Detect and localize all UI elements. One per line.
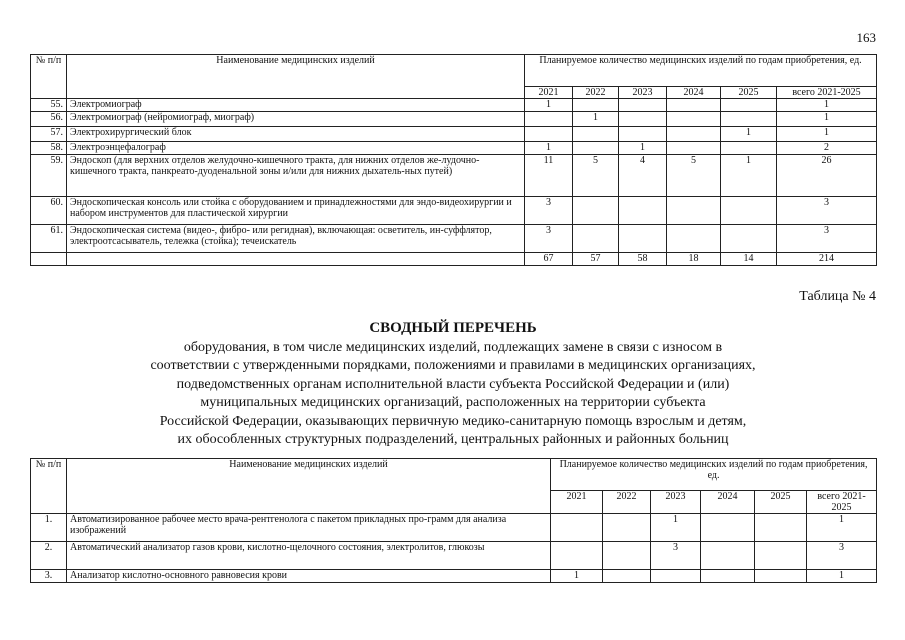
row-value [701,570,755,583]
row-value [721,142,777,155]
row-number: 61. [31,225,67,253]
row-value [667,127,721,142]
row-value [701,514,755,542]
header-year: 2022 [603,491,651,514]
header-year: 2025 [755,491,807,514]
row-value: 1 [573,112,619,127]
table-row [31,155,877,197]
row-value [619,99,667,112]
row-value [755,570,807,583]
subtitle-line: оборудования, в том числе медицинских изделий, подлежащих замене в связи с износом в [183,340,723,355]
header-year: 2025 [721,87,777,99]
row-name: Эндоскоп (для верхних отделов желудочно-кишечного тракта, для нижних отделов же-лудочно-кишечного тракта, панкреато-дуоденальной зоны и/или для нижних дыхатель-ных путей) [67,155,525,197]
table-row [31,542,877,570]
row-value: 1 [551,570,603,583]
row-value [603,514,651,542]
total-value: 14 [721,253,777,266]
row-total: 3 [777,225,877,253]
total-value: 67 [525,253,573,266]
header-year: 2022 [573,87,619,99]
row-value [667,99,721,112]
row-value [619,112,667,127]
row-value [603,570,651,583]
row-value [651,570,701,583]
row-value [551,514,603,542]
row-value [701,542,755,570]
page-number: 163 [856,30,876,45]
table-row [31,142,877,155]
row-total: 1 [807,570,877,583]
header-num: № п/п [31,55,67,99]
row-name: Электрохирургический блок [67,127,525,142]
row-total: 1 [777,99,877,112]
row-value [667,197,721,225]
row-value: 1 [525,99,573,112]
row-value [755,542,807,570]
subtitle-line: Российской Федерации, оказывающих первичную медико-санитарную помощь взрослым и детям, [159,413,747,429]
row-value [525,127,573,142]
header-year: 2023 [619,87,667,99]
header-year: 2021 [525,87,573,99]
row-total: 1 [777,127,877,142]
table-row [31,225,877,253]
row-total: 1 [807,514,877,542]
row-number: 2. [31,542,67,570]
header-year: 2021 [551,491,603,514]
row-name: Автоматизированное рабочее место врача-рентгенолога с пакетом прикладных про-грамм для анализа изображений [67,514,551,542]
header-name: Наименование медицинских изделий [67,459,551,514]
total-value: 18 [667,253,721,266]
row-value [573,142,619,155]
row-number: 55. [31,99,67,112]
document-title: СВОДНЫЙ ПЕРЕЧЕНЬ [369,320,537,336]
row-name: Электромиограф [67,99,525,112]
row-value: 3 [651,542,701,570]
row-value [721,99,777,112]
row-value [721,197,777,225]
row-value [667,225,721,253]
row-value [755,514,807,542]
row-value: 1 [525,142,573,155]
row-name: Электромиограф (нейромиограф, миограф) [67,112,525,127]
row-total: 1 [777,112,877,127]
row-number: 59. [31,155,67,197]
header-name: Наименование медицинских изделий [67,55,525,99]
header-year: 2024 [667,87,721,99]
row-value: 3 [525,197,573,225]
table-row [31,112,877,127]
row-name: Автоматический анализатор газов крови, кислотно-щелочного состояния, электролитов, глюкозы [67,542,551,570]
row-value [667,142,721,155]
row-value [573,127,619,142]
table-row [31,127,877,142]
table-row [31,197,877,225]
row-name: Эндоскопическая система (видео-, фибро- или регидная), включающая: осветитель, ин-суффлятор, электроотсасыватель, тележка (стойка); течеискатель [67,225,525,253]
row-value: 1 [721,127,777,142]
table-caption: Таблица № 4 [799,289,876,304]
row-total: 2 [777,142,877,155]
equipment-table-continued [30,54,877,266]
row-value [551,542,603,570]
header-year: 2024 [701,491,755,514]
row-value [721,225,777,253]
header-total: всего 2021-2025 [807,491,877,514]
row-name: Анализатор кислотно-основного равновесия крови [67,570,551,583]
row-value: 3 [525,225,573,253]
grand-total: 214 [777,253,877,266]
row-number: 1. [31,514,67,542]
row-value [573,197,619,225]
row-number: 3. [31,570,67,583]
header-planned: Планируемое количество медицинских изделий по годам приобретения, ед. [551,459,877,491]
row-value [573,225,619,253]
row-value: 1 [651,514,701,542]
subtitle-line: муниципальных медицинских организаций, расположенных на территории субъекта [200,395,706,411]
total-value: 57 [573,253,619,266]
row-name: Электроэнцефалограф [67,142,525,155]
equipment-replacement-table [30,458,877,583]
row-value [603,542,651,570]
subtitle-line: их обособленных структурных подразделений, центральных районных и районных больниц [177,432,729,448]
row-value: 11 [525,155,573,197]
totals-row [31,253,877,266]
row-number: 60. [31,197,67,225]
row-value: 4 [619,155,667,197]
row-value [525,112,573,127]
header-total: всего 2021-2025 [777,87,877,99]
row-total: 26 [777,155,877,197]
row-value [619,225,667,253]
row-total: 3 [777,197,877,225]
row-value [573,99,619,112]
row-name: Эндоскопическая консоль или стойка с оборудованием и принадлежностями для эндо-видеохирургии и набором инструментов для пластической хирургии [67,197,525,225]
header-year: 2023 [651,491,701,514]
row-value [667,112,721,127]
header-num: № п/п [31,459,67,514]
total-value: 58 [619,253,667,266]
header-planned: Планируемое количество медицинских изделий по годам приобретения, ед. [525,55,877,87]
row-value [619,197,667,225]
subtitle-line: подведомственных органам исполнительной власти субъекта Российской Федерации и (или) [176,376,730,392]
row-number: 56. [31,112,67,127]
row-value [619,127,667,142]
row-value [721,112,777,127]
table-row [31,570,877,583]
row-value: 1 [619,142,667,155]
row-number: 58. [31,142,67,155]
document-subtitle [30,339,876,449]
row-value: 1 [721,155,777,197]
subtitle-line: соответствии с утвержденными порядками, положениями и правилами в медицинских организациях, [150,358,756,374]
row-number: 57. [31,127,67,142]
row-value: 5 [573,155,619,197]
table-row [31,514,877,542]
table-row [31,99,877,112]
row-value: 5 [667,155,721,197]
row-total: 3 [807,542,877,570]
